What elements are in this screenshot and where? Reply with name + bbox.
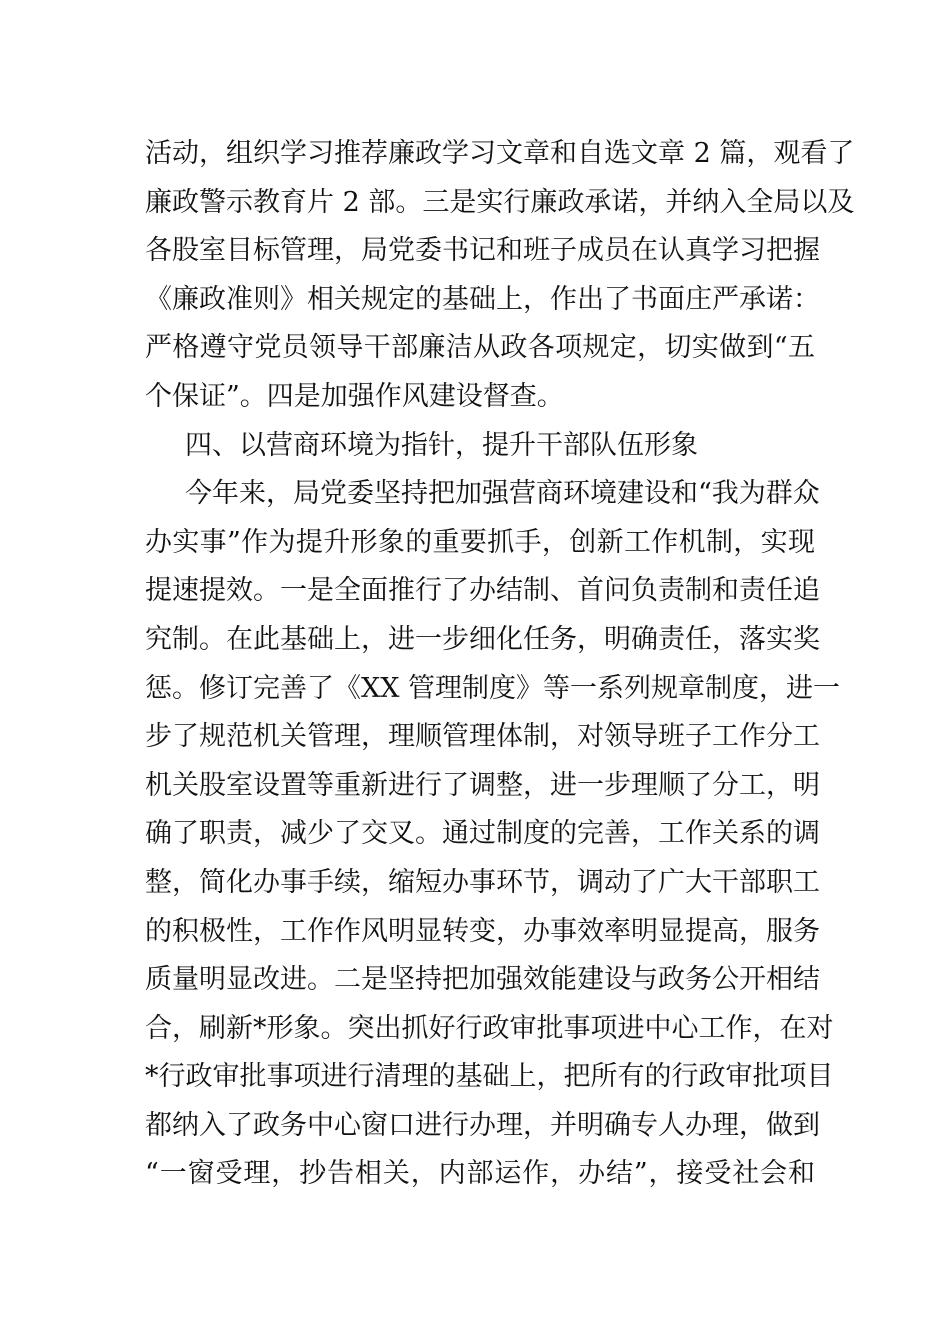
text-line: 机关股室设置等重新进行了调整，进一步理顺了分工，明 xyxy=(145,769,820,801)
text-line: 个保证”。四是加强作风建设督查。 xyxy=(145,380,564,412)
text-line: 活动，组织学习推荐廉政学习文章和自选文章 2 篇，观看了 xyxy=(145,138,855,169)
text-line: 各股室目标管理，局党委书记和班子成员在认真学习把握 xyxy=(145,235,820,267)
text-line: 今年来，局党委坚持把加强营商环境建设和“我为群众 xyxy=(185,478,820,510)
text-line: 确了职责，减少了交叉。通过制度的完善，工作关系的调 xyxy=(145,818,820,850)
text-line: 合，刷新*形象。突出抓好行政审批事项进中心工作，在对 xyxy=(145,1012,834,1044)
text-line: 严格遵守党员领导干部廉洁从政各项规定，切实做到“五 xyxy=(145,332,815,364)
body-text xyxy=(145,130,855,1199)
section-heading: 四、以营商环境为指针，提升干部队伍形象 xyxy=(185,429,698,461)
text-line: 究制。在此基础上，进一步细化任务，明确责任，落实奖 xyxy=(145,623,820,655)
text-line: 步了规范机关管理，理顺管理体制，对领导班子工作分工 xyxy=(145,721,820,753)
text-line: 惩。修订完善了《XX 管理制度》等一系列规章制度，进一 xyxy=(145,672,841,704)
text-line: 《廉政准则》相关规定的基础上，作出了书面庄严承诺： xyxy=(145,283,820,315)
text-line: 整，简化办事手续，缩短办事环节，调动了广大干部职工 xyxy=(145,866,820,898)
text-line: 质量明显改进。二是坚持把加强效能建设与政务公开相结 xyxy=(145,964,820,996)
text-line: 都纳入了政务中心窗口进行办理，并明确专人办理，做到 xyxy=(145,1109,820,1141)
text-line: 办实事”作为提升形象的重要抓手，创新工作机制，实现 xyxy=(145,526,815,558)
text-line: 提速提效。一是全面推行了办结制、首问负责制和责任追 xyxy=(145,575,820,607)
text-line: *行政审批事项进行清理的基础上，把所有的行政审批项目 xyxy=(145,1061,834,1093)
text-line: 廉政警示教育片 2 部。三是实行廉政承诺，并纳入全局以及 xyxy=(145,186,855,218)
text-line: “一窗受理，抄告相关，内部运作，办结”，接受社会和 xyxy=(145,1158,815,1190)
text-line: 的积极性，工作作风明显转变，办事效率明显提高，服务 xyxy=(145,915,820,947)
